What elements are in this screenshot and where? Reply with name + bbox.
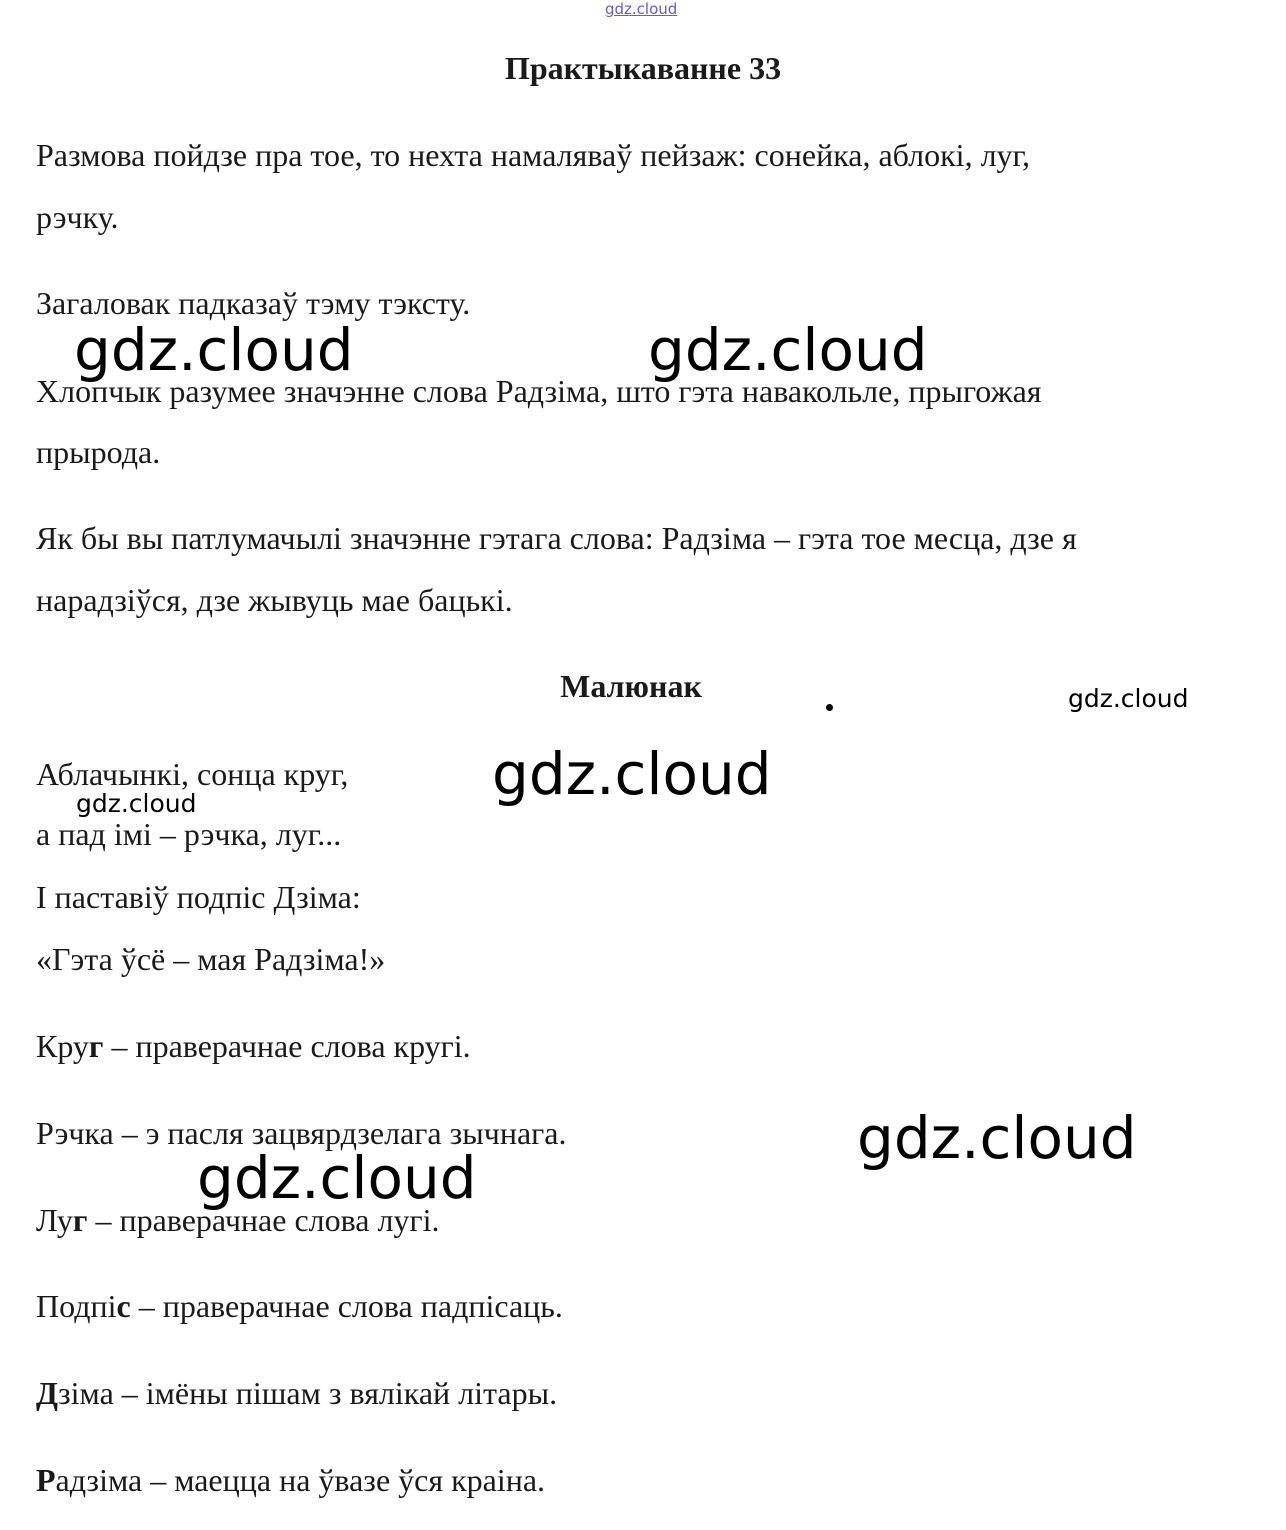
paragraph-2: Загаловак падказаў тэму тэксту. bbox=[36, 285, 471, 321]
poem-line-2: а пад імі – рэчка, луг... bbox=[36, 816, 342, 852]
paragraph-4-line-1: Як бы вы патлумачылі значэнне гэтага слова: Радзіма – гэта тое месца, дзе я bbox=[36, 520, 1077, 556]
poem-title: Малюнак bbox=[560, 668, 702, 704]
paragraph-1-line-1: Размова пойдзе пра тое, то нехта намаляваў пейзаж: сонейка, аблокі, луг, bbox=[36, 137, 1031, 173]
paragraph-3-line-2: прырода. bbox=[36, 434, 161, 470]
watermark: gdz.cloud bbox=[1068, 684, 1189, 713]
watermark: gdz.cloud bbox=[857, 1104, 1137, 1172]
watermark: gdz.cloud bbox=[648, 316, 928, 384]
poem-line-1: Аблачынкі, сонца круг, bbox=[36, 756, 349, 792]
watermark: gdz.cloud bbox=[197, 1144, 477, 1212]
paragraph-1-line-2: рэчку. bbox=[36, 199, 119, 235]
watermark: gdz.cloud bbox=[492, 740, 772, 808]
poem-line-4: «Гэта ўсё – мая Радзіма!» bbox=[36, 941, 386, 977]
paragraph-3-line-1: Хлопчык разумее значэнне слова Радзіма, што гэта навакольле, прыгожая bbox=[36, 373, 1042, 409]
page-title: Практыкаванне 33 bbox=[504, 50, 782, 86]
watermark: gdz.cloud bbox=[76, 789, 197, 818]
note-rechka: Рэчка – э пасля зацвярдзелага зычнага. bbox=[36, 1115, 567, 1151]
note-krug: Круг – праверачнае слова кругі. bbox=[36, 1028, 471, 1064]
note-lug: Луг – праверачнае слова лугі. bbox=[36, 1202, 440, 1238]
watermark-top: gdz.cloud bbox=[605, 0, 678, 18]
stray-dot bbox=[826, 704, 833, 711]
note-radzima: Радзіма – маецца на ўвазе ўся краіна. bbox=[36, 1462, 546, 1498]
watermark: gdz.cloud bbox=[74, 316, 354, 384]
note-podpis: Подпіс – праверачнае слова падпісаць. bbox=[36, 1288, 563, 1324]
poem-line-3: І паставіў подпіс Дзіма: bbox=[36, 879, 361, 915]
note-dzima: Дзіма – імёны пішам з вялікай літары. bbox=[36, 1375, 558, 1411]
paragraph-4-line-2: нарадзіўся, дзе жывуць мае бацькі. bbox=[36, 582, 513, 618]
